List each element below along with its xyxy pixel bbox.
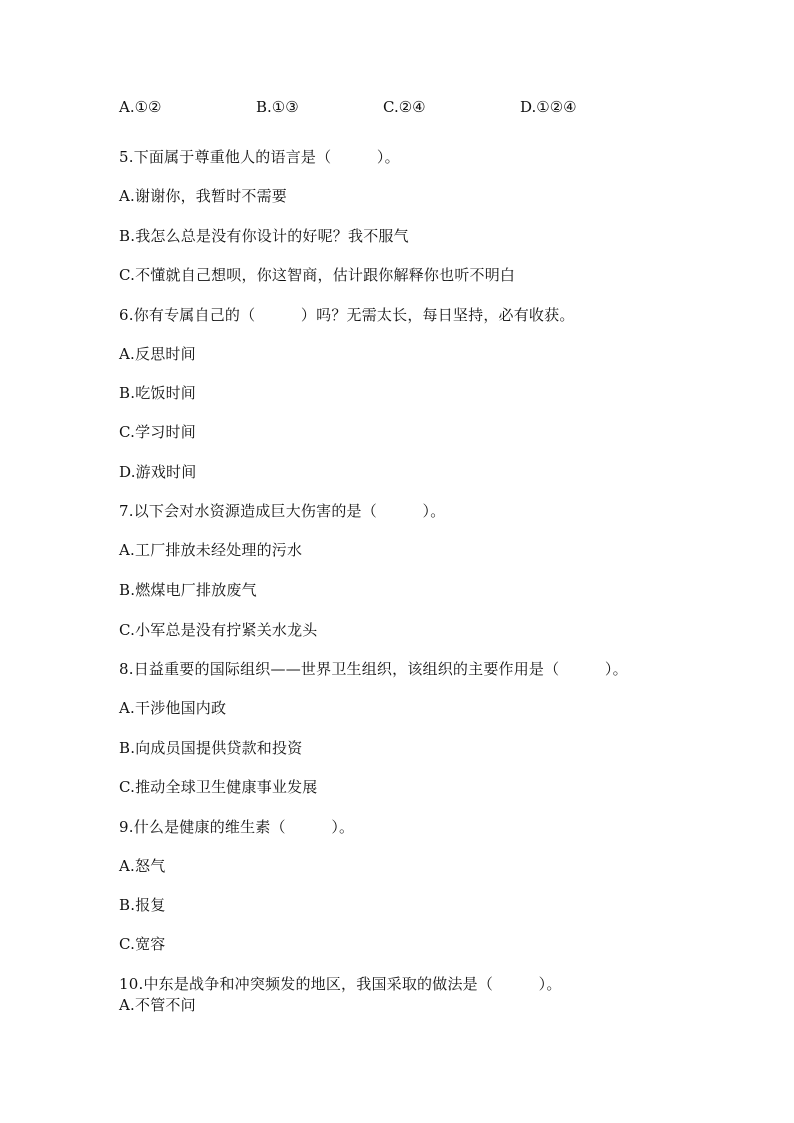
q6-option-b: B.吃饭时间	[119, 384, 196, 402]
q8-option-a: A.干涉他国内政	[119, 699, 227, 717]
q4-option-a: A.①②	[119, 98, 162, 116]
q5-option-a: A.谢谢你，我暂时不需要	[119, 187, 288, 205]
q6-option-a: A.反思时间	[119, 345, 196, 363]
q4-option-b: B.①③	[256, 98, 299, 116]
q5-option-c: C.不懂就自己想呗，你这智商，估计跟你解释你也听不明白	[119, 266, 516, 284]
q6-option-c: C.学习时间	[119, 423, 196, 441]
q6-option-d: D.游戏时间	[119, 463, 197, 481]
q7-option-b: B.燃煤电厂排放废气	[119, 581, 257, 599]
q10-stem: 10.中东是战争和冲突频发的地区，我国采取的做法是（ ）。	[119, 975, 562, 993]
q10-option-a: A.不管不问	[119, 996, 196, 1014]
q6-stem: 6.你有专属自己的（ ）吗？无需太长，每日坚持，必有收获。	[119, 306, 575, 324]
q7-option-a: A.工厂排放未经处理的污水	[119, 541, 303, 559]
q8-stem: 8.日益重要的国际组织——世界卫生组织，该组织的主要作用是（ ）。	[119, 660, 628, 678]
q9-option-b: B.报复	[119, 896, 166, 914]
q4-option-d: D.①②④	[520, 98, 577, 116]
q5-option-b: B.我怎么总是没有你设计的好呢？我不服气	[119, 227, 409, 245]
q9-stem: 9.什么是健康的维生素（ ）。	[119, 818, 355, 836]
q9-option-a: A.怒气	[119, 857, 166, 875]
q8-option-b: B.向成员国提供贷款和投资	[119, 739, 303, 757]
q4-option-c: C.②④	[383, 98, 426, 116]
q8-option-c: C.推动全球卫生健康事业发展	[119, 778, 318, 796]
q9-option-c: C.宽容	[119, 935, 166, 953]
q7-option-c: C.小军总是没有拧紧关水龙头	[119, 621, 318, 639]
q7-stem: 7.以下会对水资源造成巨大伤害的是（ ）。	[119, 502, 446, 520]
q5-stem: 5.下面属于尊重他人的语言是（ ）。	[119, 148, 400, 166]
